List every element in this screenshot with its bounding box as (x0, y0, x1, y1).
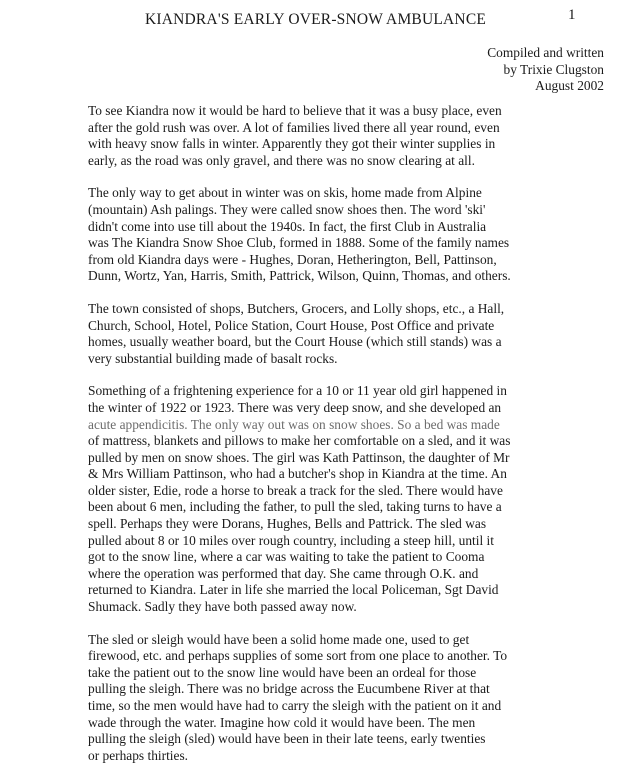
document-body (88, 103, 608, 780)
text-line: The sled or sleigh would have been a solid home made one, used to get (88, 631, 470, 647)
text-line: wade through the water. Imagine how cold it would have been. The men (88, 714, 476, 730)
text-line: To see Kiandra now it would be hard to believe that it was a busy place, even (88, 103, 502, 118)
text-line: been about 6 men, including the father, to pull the sled, taking turns to have a (88, 499, 502, 515)
text-line: of mattress, blankets and pillows to make her comfortable on a sled, and it was (88, 433, 511, 449)
byline (487, 45, 604, 95)
text-line: didn't come into use till about the 1940s. In fact, the first Club in Australia (88, 218, 487, 234)
paragraph (88, 103, 608, 169)
text-line: early, as the road was only gravel, and there was no snow clearing at all. (88, 152, 475, 168)
paragraph (88, 301, 608, 367)
text-line: The town consisted of shops, Butchers, Grocers, and Lolly shops, etc., a Hall, (88, 300, 505, 316)
text-line: from old Kiandra days were - Hughes, Doran, Hetherington, Bell, Pattinson, (88, 251, 497, 267)
page-number: 1 (568, 7, 576, 23)
text-line: take the patient out to the snow line would have been an ordeal for those (88, 664, 477, 680)
text-line: Dunn, Wortz, Yan, Harris, Smith, Pattrick, Wilson, Quinn, Thomas, and others. (88, 268, 511, 284)
text-line: Something of a frightening experience for a 10 or 11 year old girl happened in (88, 383, 507, 399)
text-line: Church, School, Hotel, Police Station, Court House, Post Office and private (88, 317, 495, 333)
text-line: after the gold rush was over. A lot of families lived there all year round, even (88, 119, 500, 135)
text-line: with heavy snow falls in winter. Apparently they got their winter supplies in (88, 136, 496, 152)
byline-line: Compiled and written (487, 45, 604, 60)
text-line: the winter of 1922 or 1923. There was very deep snow, and she developed an (88, 399, 502, 415)
text-line: was The Kiandra Snow Shoe Club, formed in 1888. Some of the family names (88, 235, 510, 251)
text-line: spell. Perhaps they were Dorans, Hughes, Bells and Pattrick. The sled was (88, 516, 487, 532)
text-line: returned to Kiandra. Later in life she married the local Policeman, Sgt David (88, 582, 499, 598)
text-line: & Mrs William Pattinson, who had a butcher's shop in Kiandra at the time. An (88, 466, 507, 482)
byline-line: by Trixie Clugston (503, 61, 604, 77)
text-line: pulling the sleigh (sled) would have been in their late teens, early twenties (88, 731, 486, 747)
text-line: Shumack. Sadly they have both passed away now. (88, 599, 357, 615)
paragraph (88, 185, 608, 285)
text-line: (mountain) Ash palings. They were called snow shoes then. The word 'ski' (88, 201, 486, 217)
text-line: older sister, Edie, rode a horse to break a track for the sled. There would have (88, 482, 503, 498)
text-line: firewood, etc. and perhaps supplies of some sort from one place to another. To (88, 648, 508, 664)
text-line: or perhaps thirties. (88, 747, 189, 763)
paragraph (88, 383, 608, 615)
text-line: homes, usually weather board, but the Court House (which still stands) was a (88, 334, 502, 350)
text-line: time, so the men would have had to carry the sleigh with the patient on it and (88, 698, 502, 713)
text-line: where the operation was performed that day. She came through O.K. and (88, 565, 479, 581)
byline-line: August 2002 (535, 78, 604, 94)
text-line: The only way to get about in winter was on skis, home made from Alpine (88, 185, 482, 201)
text-line: pulled by men on snow shoes. The girl was Kath Pattinson, the daughter of Mr (88, 449, 510, 465)
text-line: very substantial building made of basalt rocks. (88, 350, 338, 366)
text-line: pulled about 8 or 10 miles over rough country, including a steep hill, until it (88, 532, 494, 548)
text-line: pulling the sleigh. There was no bridge across the Eucumbene River at that (88, 681, 490, 697)
text-line: got to the snow line, where a car was waiting to take the patient to Cooma (88, 549, 485, 565)
document-title: KIANDRA'S EARLY OVER-SNOW AMBULANCE (144, 11, 487, 28)
paragraph (88, 632, 608, 765)
text-line: acute appendicitis. The only way out was on snow shoes. So a bed was made (88, 416, 500, 432)
